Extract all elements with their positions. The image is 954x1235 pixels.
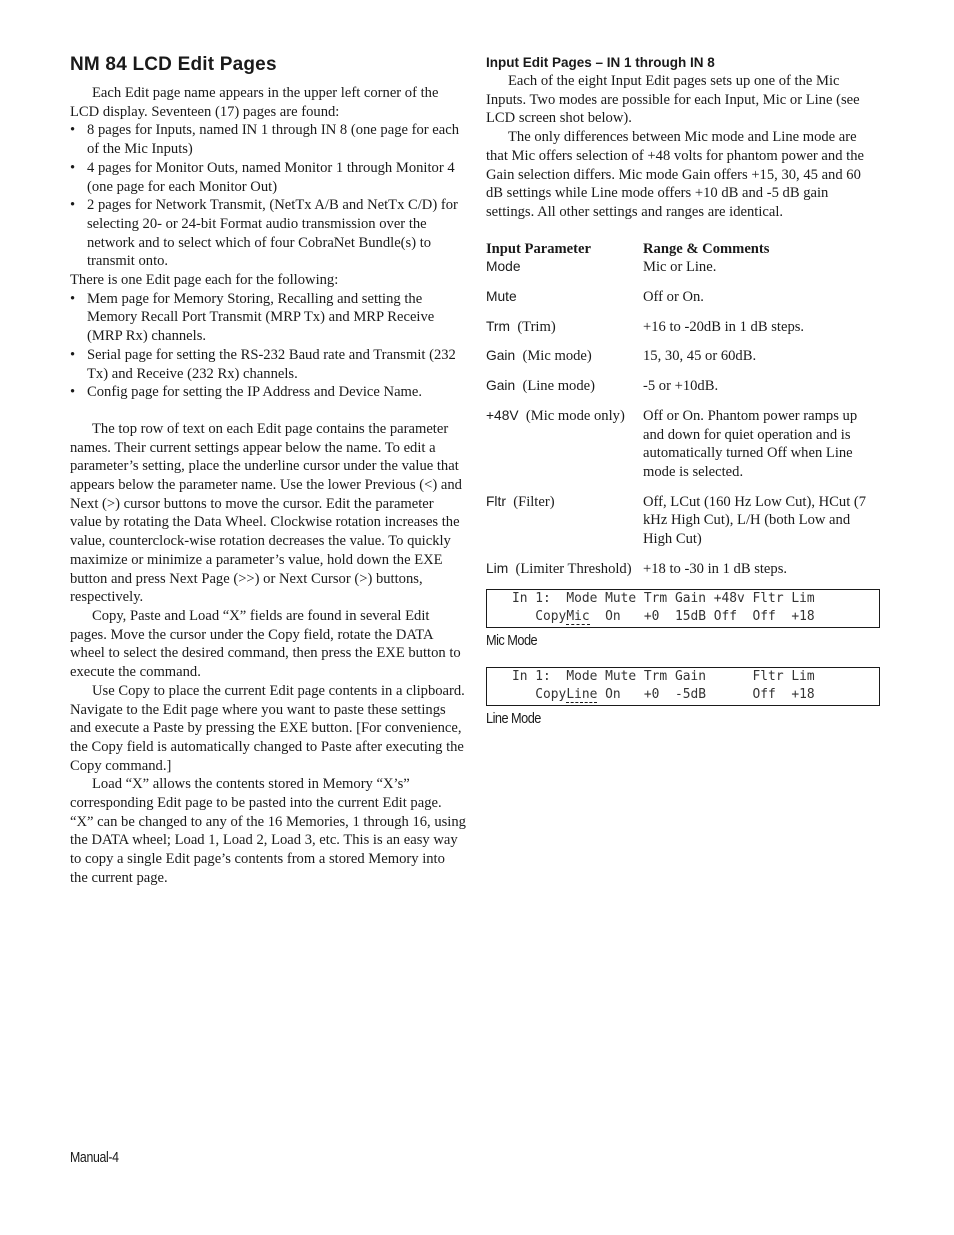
lcd-field (714, 668, 753, 686)
lcd-field (675, 590, 714, 608)
lcd-field (512, 668, 566, 686)
table-row (486, 493, 880, 549)
lcd-field (512, 590, 566, 608)
lcd-field (753, 590, 792, 608)
header-range: Range & Comments (643, 240, 770, 257)
lcd-field (605, 590, 644, 608)
section-title: Input Edit Pages – IN 1 through IN 8 (486, 55, 715, 70)
lcd-field (753, 668, 792, 686)
lcd-field (512, 608, 574, 626)
lcd-text: Mode (566, 669, 598, 685)
page-footer: Manual-4 (70, 1150, 119, 1166)
table-row (486, 318, 880, 337)
lcd-text: Copy (535, 609, 567, 625)
top-row-paragraph: The top row of text on each Edit page contains the parameter names. Their current settings appear below the name. To edit a parameter’s setting, place the underline cursor under the value that appears below the parameter name. Use the lower Previous (<) and Next (>) cursor buttons to move the cursor. Edit the parameter value by rotating the Data Wheel. Clockwise rotation increases the value, counterclock-wise rotation decreases the value. To quickly maximize or minimize a parameter’s value, hold down the EXE button and press Next Page (>>) or Next Cursor (>) buttons, respectively. (70, 420, 462, 606)
lcd-text: Gain (674, 669, 706, 685)
parameter-name: Fltr (486, 493, 506, 509)
parameter-table (486, 240, 880, 579)
parameter-cell (486, 258, 643, 277)
intro-paragraph: Each Edit page name appears in the upper left corner of the LCD display. Seventeen (17) pages are found: (70, 85, 439, 120)
line-mode-caption: Line Mode (486, 711, 541, 728)
lcd-field (791, 668, 822, 686)
lcd-text: Off (752, 609, 776, 625)
edit-each-intro: There is one Edit page each for the following: (70, 272, 339, 289)
parameter-cell (486, 288, 643, 307)
parameter-note: (Mic mode only) (525, 407, 625, 424)
lcd-mic-mode (486, 589, 880, 628)
lcd-field (644, 686, 675, 704)
lcd-field (566, 590, 605, 608)
parameter-name: Mute (486, 289, 517, 305)
lcd-text: On (605, 687, 621, 703)
lcd-text: Mute (605, 591, 637, 607)
lcd-field (512, 686, 574, 704)
lcd-text: Gain (674, 591, 706, 607)
parameter-note: (Trim) (517, 318, 556, 335)
lcd-text: +0 (643, 609, 660, 625)
lcd-field (714, 608, 753, 626)
table-row (486, 347, 880, 366)
copy-paste-paragraph: Copy, Paste and Load “X” fields are found in several Edit pages. Move the cursor under the Copy field, rotate the DATA wheel to select the desired command, then press the EXE button to execute the command. (70, 607, 461, 681)
parameter-name: Gain (486, 378, 516, 394)
parameter-cell (486, 347, 643, 366)
range-cell: Off or On. (643, 289, 704, 306)
parameter-cell (486, 560, 643, 579)
list-item: • Mem page for Memory Storing, Recalling and setting the Memory Recall Port Transmit (MRP Tx) and MRP Receive (MRP Rx) channels. (70, 290, 466, 346)
parameter-name: Lim (486, 560, 509, 576)
parameter-note: (Filter) (513, 493, 555, 510)
lcd-text: 15dB (674, 609, 706, 625)
header-parameter: Input Parameter (486, 240, 591, 257)
range-cell: +16 to -20dB in 1 dB steps. (643, 318, 805, 335)
parameter-cell (486, 407, 643, 482)
lcd-row1 (512, 668, 879, 686)
table-row (486, 288, 880, 307)
lcd-field (753, 686, 792, 704)
lcd-field (605, 668, 644, 686)
lcd-line-mode (486, 667, 880, 706)
table-row (486, 560, 880, 579)
lcd-text: In 1: (512, 669, 551, 685)
lcd-text: Lim (791, 669, 815, 685)
pages-list (70, 121, 466, 271)
list-item: • 4 pages for Monitor Outs, named Monitor 1 through Monitor 4 (one page for each Monitor Out) (70, 159, 466, 196)
lcd-text: Fltr (752, 591, 784, 607)
table-row (486, 377, 880, 396)
parameter-note: (Mic mode) (522, 348, 592, 365)
lcd-text: +48v (713, 591, 745, 607)
lcd-row1 (512, 590, 879, 608)
lcd-field (644, 590, 675, 608)
lcd-text: -5dB (674, 687, 706, 703)
parameter-note: (Limiter Threshold) (515, 560, 632, 577)
input-paragraph-1: Each of the eight Input Edit pages sets up one of the Mic Inputs. Two modes are possible for each Input, Mic or Line (see LCD screen shot below). (486, 73, 860, 127)
lcd-text: Off (752, 687, 776, 703)
range-cell: -5 or +10dB. (643, 378, 719, 395)
load-paragraph: Load “X” allows the contents stored in Memory “X’s” corresponding Edit page to be pasted into the current Edit page. “X” can be changed to any of the 16 Memories, 1 through 16, using the DATA wheel; Load 1, Load 2, Load 3, etc. This is an easy way to copy a single Edit page’s contents from a stored Memory into the current page. (70, 776, 466, 886)
lcd-row2 (512, 608, 879, 626)
range-cell: Off or On. Phantom power ramps up and down for quiet operation and is automatically turned Off when Line mode is selected. (643, 407, 858, 480)
lcd-field (791, 608, 822, 626)
lcd-text: Off (713, 609, 738, 625)
page-title: NM 84 LCD Edit Pages (70, 54, 277, 75)
lcd-text: Fltr (752, 669, 784, 685)
lcd-field (566, 668, 605, 686)
lcd-field (791, 590, 822, 608)
lcd-field (714, 686, 753, 704)
parameter-note: (Line mode) (522, 378, 595, 395)
lcd-text: Mute (605, 669, 637, 685)
range-cell: Off, LCut (160 Hz Low Cut), HCut (7 kHz High Cut), L/H (both Low and High Cut) (643, 493, 867, 548)
lcd-field (675, 686, 714, 704)
table-header (486, 240, 880, 259)
lcd-field (753, 608, 792, 626)
lcd-cursor-value: Line (566, 687, 598, 703)
table-row (486, 258, 880, 277)
use-copy-paragraph: Use Copy to place the current Edit page contents in a clipboard. Navigate to the Edit page where you want to paste these settings and execute a Paste by pressing the EXE button. [For convenience, the Copy field is automatically changed to Paste after executing the Copy command.] (70, 682, 465, 774)
parameter-cell (486, 493, 643, 549)
lcd-field (644, 668, 675, 686)
lcd-field (605, 686, 644, 704)
parameter-name: +48V (486, 407, 519, 423)
lcd-field (675, 608, 714, 626)
lcd-text: Mode (566, 591, 598, 607)
lcd-field (675, 668, 714, 686)
range-cell: 15, 30, 45 or 60dB. (643, 348, 757, 365)
table-row (486, 407, 880, 482)
lcd-row2 (512, 686, 879, 704)
lcd-cursor-value: Mic (566, 609, 590, 625)
range-cell: +18 to -30 in 1 dB steps. (643, 560, 788, 577)
lcd-field (644, 608, 675, 626)
lcd-text: Trm (643, 591, 668, 607)
lcd-field (566, 686, 605, 704)
lcd-field (605, 608, 644, 626)
parameter-cell (486, 318, 643, 337)
parameter-name: Gain (486, 348, 516, 364)
lcd-text: Copy (535, 687, 567, 703)
lcd-field (566, 608, 605, 626)
right-column (486, 54, 880, 745)
left-column (70, 54, 466, 888)
lcd-field (714, 590, 753, 608)
list-item: • 8 pages for Inputs, named IN 1 through IN 8 (one page for each of the Mic Inputs) (70, 121, 466, 158)
input-paragraph-2: The only differences between Mic mode and Line mode are that Mic offers selection of +48 volts for phantom power and the Gain selection differs. Mic mode Gain offers +15, 30, 45 and 60 dB settings while Line mode offers +10 dB and -5 dB gain settings. All other settings and ranges are identical. (486, 129, 864, 220)
lcd-text: In 1: (512, 591, 551, 607)
lcd-text: On (605, 609, 621, 625)
lcd-text: Trm (643, 669, 668, 685)
lcd-field (791, 686, 822, 704)
parameter-name: Mode (486, 259, 521, 275)
list-item: • Serial page for setting the RS-232 Baud rate and Transmit (232 Tx) and Receive (232 Rx) channels. (70, 346, 466, 383)
lcd-text: +18 (791, 609, 815, 625)
edit-each-list (70, 290, 466, 402)
list-item: • 2 pages for Network Transmit, (NetTx A/B and NetTx C/D) for selecting 20- or 24-bit Format audio transmission over the network and to select which of four CobraNet Bundle(s) to transmit onto. (70, 196, 466, 271)
lcd-text: +18 (791, 687, 815, 703)
parameter-name: Trm (486, 318, 511, 334)
lcd-text: Lim (791, 591, 815, 607)
range-cell: Mic or Line. (643, 259, 717, 276)
mic-mode-caption: Mic Mode (486, 633, 538, 650)
list-item: • Config page for setting the IP Address and Device Name. (70, 383, 466, 402)
lcd-text: +0 (643, 687, 660, 703)
parameter-cell (486, 377, 643, 396)
